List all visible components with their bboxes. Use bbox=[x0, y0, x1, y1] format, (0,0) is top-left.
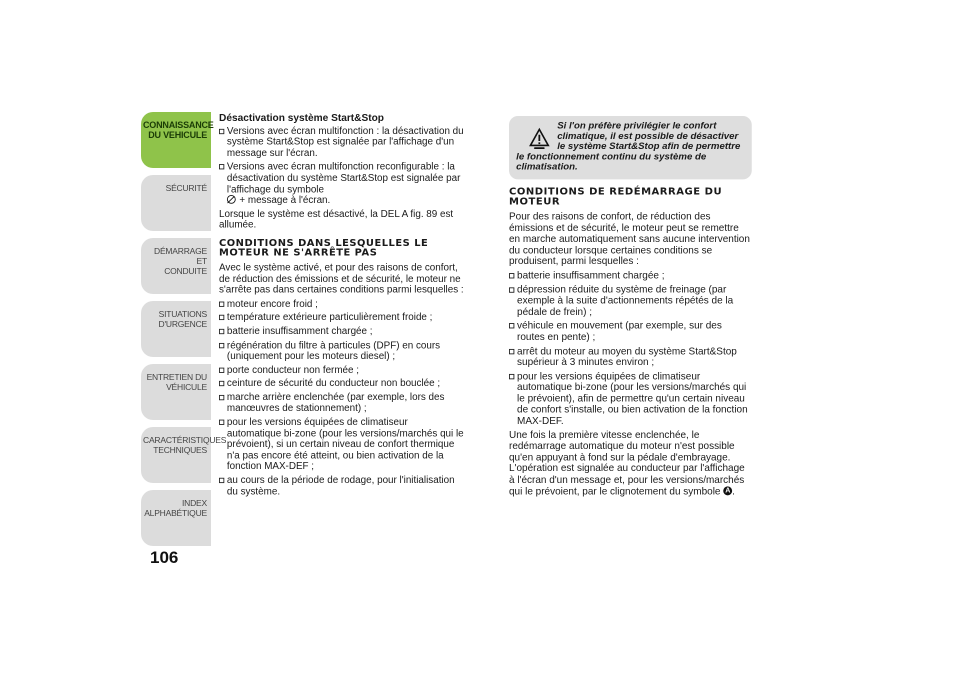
checkbox-bullet-icon bbox=[219, 395, 224, 400]
list-item: pour les versions équipées de climatiseur automatique bi-zone (pour les versions/marchés qui le prévoient), afin de permettre qu'un certain niveau de confort s'installe, ou bien activation de la fonction MAX-DEF. bbox=[509, 371, 752, 427]
list-item: régénération du filtre à particules (DPF) en cours (uniquement pour les moteurs diesel) ; bbox=[219, 340, 464, 362]
list-item: dépression réduite du système de freinage (par exemple à la suite d'actionnements répétés de la pédale de frein) ; bbox=[509, 284, 752, 318]
checkbox-bullet-icon bbox=[219, 315, 224, 320]
intro-text: Pour des raisons de confort, de réduction des émissions et de sécurité, le moteur peut se remettre en marche automatiquement sans aucune intervention du conducteur lorsque certaines conditions se produisent, parmi lesquelles : bbox=[509, 211, 750, 268]
list-item: batterie insuffisamment chargée ; bbox=[509, 270, 752, 281]
checkbox-bullet-icon bbox=[219, 381, 224, 386]
tab-caracteristiques-techniques[interactable]: CARACTÉRISTIQUES TECHNIQUES bbox=[141, 427, 211, 483]
checkbox-bullet-icon bbox=[509, 349, 514, 354]
list-item: moteur encore froid ; bbox=[219, 299, 464, 310]
left-column bbox=[219, 113, 464, 500]
page-number: 106 bbox=[150, 548, 179, 567]
tab-index-alphabetique[interactable]: INDEX ALPHABÉTIQUE bbox=[141, 490, 211, 546]
checkbox-bullet-icon bbox=[219, 164, 224, 169]
deactivation-list bbox=[219, 126, 464, 206]
checkbox-bullet-icon bbox=[509, 273, 514, 278]
checkbox-bullet-icon bbox=[509, 287, 514, 292]
intro-text: Avec le système activé, et pour des raisons de confort, de réduction des émissions et de sécurité, le moteur ne s'arrête pas dans certaines conditions parmi lesquelles : bbox=[219, 262, 464, 296]
tab-securite[interactable]: SÉCURITÉ bbox=[141, 175, 211, 231]
tab-connaissance-vehicule[interactable]: CONNAISSANCE DU VEHICULE bbox=[141, 112, 211, 168]
warning-box: Si l'on préfère privilégier le confort climatique, il est possible de désactiver le système Start&Stop afin de permettre le fonctionnement continu du système de climatisation. bbox=[509, 116, 752, 179]
start-stop-icon bbox=[723, 486, 732, 495]
right-column bbox=[509, 116, 752, 500]
checkbox-bullet-icon bbox=[509, 323, 514, 328]
checkbox-bullet-icon bbox=[219, 343, 224, 348]
heading-no-stop: CONDITIONS DANS LESQUELLES LE MOTEUR NE S'ARRÊTE PAS bbox=[219, 237, 429, 259]
list-item: arrêt du moteur au moyen du système Start&Stop supérieur à 3 minutes environ ; bbox=[509, 346, 752, 368]
checkbox-bullet-icon bbox=[219, 478, 224, 483]
start-stop-off-icon bbox=[227, 195, 236, 204]
heading-restart: CONDITIONS DE REDÉMARRAGE DU MOTEUR bbox=[509, 185, 723, 208]
list-item: Versions avec écran multifonction reconfigurable : la désactivation du système Start&Stop est signalée par l'affichage du symbole + message à l'écran. bbox=[219, 162, 464, 206]
tab-situations-urgence[interactable]: SITUATIONS D'URGENCE bbox=[141, 301, 211, 357]
list-item: température extérieure particulièrement froide ; bbox=[219, 312, 464, 323]
restart-conditions-list bbox=[509, 270, 752, 427]
checkbox-bullet-icon bbox=[219, 367, 224, 372]
outro-text: Une fois la première vitesse enclenchée, le redémarrage automatique du moteur n'est possible qu'en appuyant à fond sur la pédale d'embrayage. L'opération est signalée au conducteur par l'affichage à l'écran d'un message et, pour les versions/marchés qui le prévoient, par le clignotement du symbole A . bbox=[509, 430, 752, 497]
tab-demarrage-conduite[interactable]: DÉMARRAGE ET CONDUITE bbox=[141, 238, 211, 294]
checkbox-bullet-icon bbox=[219, 129, 224, 134]
no-stop-conditions-list bbox=[219, 299, 464, 498]
list-item: porte conducteur non fermée ; bbox=[219, 365, 464, 376]
led-note: Lorsque le système est désactivé, la DEL A fig. 89 est allumée. bbox=[219, 208, 454, 231]
list-item: ceinture de sécurité du conducteur non bouclée ; bbox=[219, 378, 464, 389]
warning-triangle-icon bbox=[529, 127, 550, 152]
checkbox-bullet-icon bbox=[219, 420, 224, 425]
list-item: Versions avec écran multifonction : la désactivation du système Start&Stop est signalée par l'affichage d'un message sur l'écran. bbox=[219, 126, 464, 159]
list-item: marche arrière enclenchée (par exemple, lors des manœuvres de stationnement) ; bbox=[219, 392, 464, 414]
list-item: batterie insuffisamment chargée ; bbox=[219, 326, 464, 337]
list-item: pour les versions équipées de climatiseur automatique bi-zone (pour les versions/marchés qui le prévoient), si un certain niveau de confort thermique n'a pas encore été atteint, ou bien activation de la fonction MAX-DEF ; bbox=[219, 417, 464, 472]
subheading-deactivation: Désactivation système Start&Stop bbox=[219, 113, 385, 124]
list-item: véhicule en mouvement (par exemple, sur des routes en pente) ; bbox=[509, 321, 752, 343]
checkbox-bullet-icon bbox=[219, 329, 224, 334]
checkbox-bullet-icon bbox=[509, 374, 514, 379]
tab-entretien-vehicule[interactable]: ENTRETIEN DU VÉHICULE bbox=[141, 364, 211, 420]
checkbox-bullet-icon bbox=[219, 301, 224, 306]
list-item: au cours de la période de rodage, pour l'initialisation du système. bbox=[219, 475, 464, 497]
